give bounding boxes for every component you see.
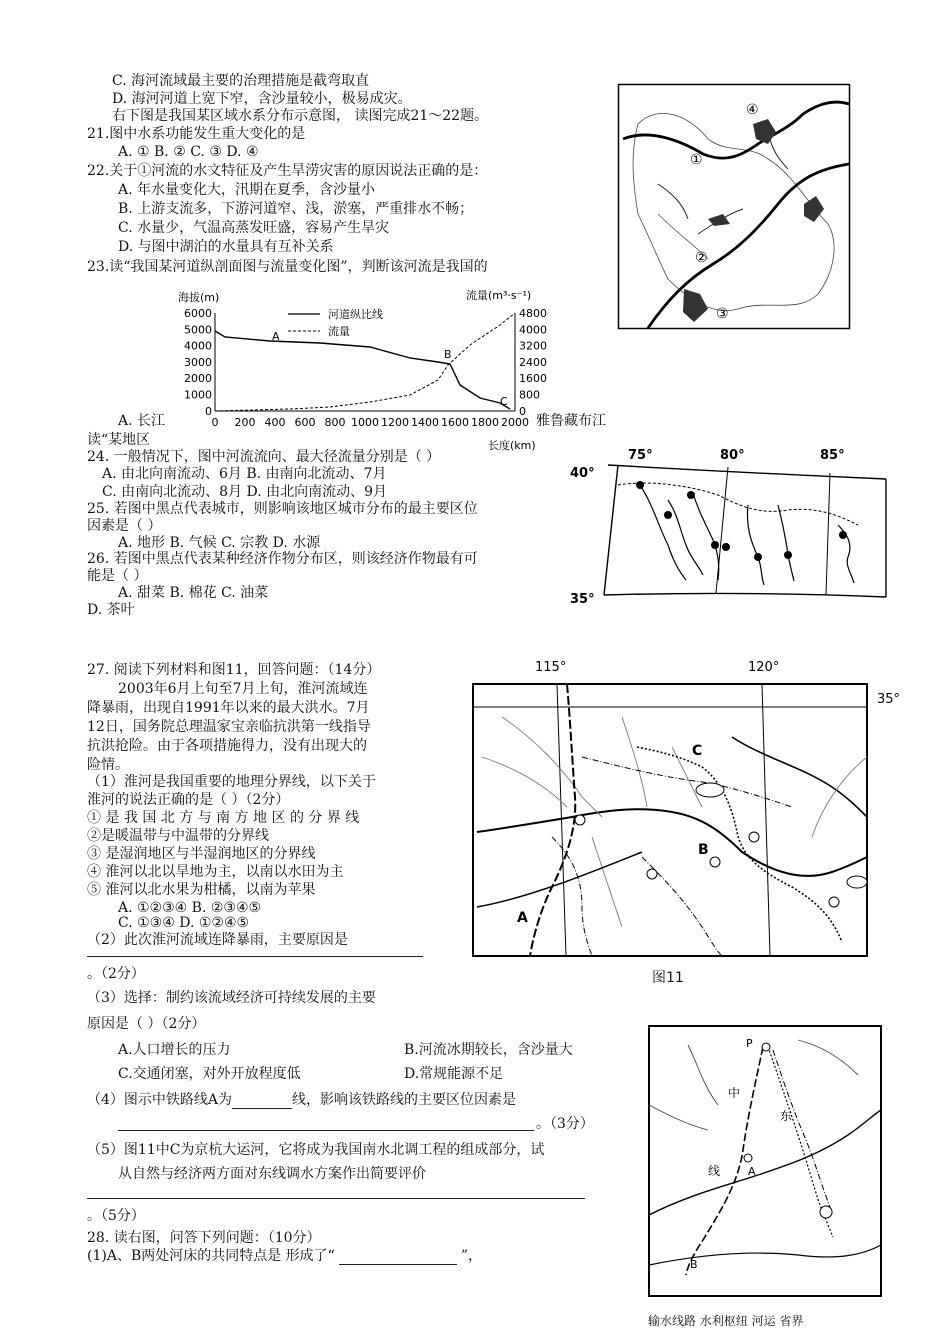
question-23: 23.读“我国某河道纵剖面图与流量变化图”，判断该河流是我国的 — [87, 259, 488, 275]
ytick-left: 3000 — [184, 355, 212, 369]
q27-sub5-end: 。（5分） — [87, 1208, 145, 1224]
fig11-caption: 图11 — [652, 970, 684, 986]
xtick: 0 — [211, 416, 219, 429]
fig11-lat-35: 35° — [877, 692, 901, 707]
read-intro: 读“某地区 — [87, 432, 151, 448]
question-24-cd: C. 由南向北流动、8月 D. 由北向南流动、9月 — [102, 484, 388, 500]
q27-sub1-b: 淮河的说法正确的是（ ）（2分） — [87, 792, 290, 808]
q27-sub4-b: 线，影响该铁路线的主要区位因素是 — [292, 1092, 517, 1108]
q27-sub4-end: 。（3分） — [536, 1116, 594, 1132]
q27-statement-5: ⑤ 淮河以北水果为柑橘，以南为苹果 — [87, 882, 316, 898]
fig11-lon-115: 115° — [535, 660, 567, 675]
answer-line-2[interactable] — [87, 956, 423, 957]
xtick: 1600 — [441, 416, 469, 429]
xtick: 800 — [324, 416, 346, 429]
xtick: 1000 — [351, 416, 379, 429]
xtick: 1800 — [471, 416, 499, 429]
river-label-2: ② — [695, 250, 708, 266]
q28-sub1-end: ”， — [460, 1248, 483, 1264]
legend-line: 河道纵比线 — [328, 308, 383, 321]
q27-sub4-a: （4）图示中铁路线A为 — [87, 1092, 233, 1108]
option-c: C. 海河流域最主要的治理措施是截弯取直 — [112, 73, 370, 89]
fig28-label-zhong: 中 — [728, 1086, 741, 1100]
ytick-right: 0 — [519, 404, 526, 418]
lon-75: 75° — [628, 448, 653, 463]
answer-blank-28[interactable] — [339, 1250, 457, 1265]
q27-sub1: （1）淮河是我国重要的地理分界线，以下关于 — [87, 774, 376, 790]
q28-sub1-text: (1)A、B两处河床的共同特点是 形成了“ — [87, 1248, 335, 1264]
ytick-left: 6000 — [184, 307, 212, 320]
ytick-right: 800 — [519, 388, 540, 402]
ytick-right: 2400 — [519, 355, 547, 369]
option-d: D. 海河河道上宽下窄，含沙量较小，极易成灾。 — [112, 91, 412, 107]
fig11-label-b: B — [698, 842, 709, 858]
point-c: C — [500, 395, 508, 408]
fig11-label-c: C — [692, 743, 703, 759]
figure-11-map — [472, 657, 902, 972]
q27-sub5-b: 从自然与经济两方面对东线调水方案作出简要评价 — [118, 1166, 426, 1182]
xtick: 200 — [234, 416, 256, 429]
river-label-1: ① — [690, 152, 703, 168]
river-label-4: ④ — [746, 102, 759, 118]
river-system-map — [618, 84, 850, 329]
question-22-d: D. 与图中湖泊的水量具有互补关系 — [118, 239, 334, 255]
fig28-legend: 输水线路 水利枢纽 河运 省界 — [648, 1314, 804, 1328]
ytick-left: 5000 — [184, 323, 212, 337]
q27-sub3-a: A.人口增长的压力 — [118, 1042, 231, 1058]
q27-statement-4: ④ 淮河以北以旱地为主，以南以水田为主 — [87, 864, 344, 880]
question-25: 25. 若图中黑点代表城市，则影响该地区城市分布的最主要区位 — [87, 501, 478, 517]
question-22-b: B. 上游支流多，下游河道窄、浅，淤塞，严重排水不畅； — [118, 201, 474, 217]
fig11-label-a: A — [517, 910, 528, 926]
question-24: 24. 一般情况下，图中河流流向、最大径流量分别是（ ） — [87, 449, 441, 465]
ytick-right: 1600 — [519, 372, 547, 386]
question-27: 27. 阅读下列材料和图11，回答问题：（14分） — [87, 662, 381, 678]
q27-choices-ab: A. ①②③④ B. ②③④⑤ — [118, 900, 262, 916]
profile-chart — [170, 285, 550, 455]
xtick: 2000 — [501, 416, 529, 429]
ytick-left: 0 — [205, 404, 212, 418]
question-22: 22.关于①河流的水文特征及产生旱涝灾害的原因说法正确的是： — [87, 163, 488, 179]
question-23-a: A. 长江 — [118, 413, 166, 429]
question-26-d: D. 茶叶 — [87, 602, 135, 618]
q27-para-3: 12日，国务院总理温家宝亲临抗洪第一线指导 — [87, 719, 371, 735]
ytick-left: 2000 — [184, 372, 212, 386]
point-a: A — [272, 330, 280, 343]
q27-sub3-b: 原因是（ ）（2分） — [87, 1016, 206, 1032]
q27-sub3-bopt: B.河流冰期较长，含沙量大 — [404, 1042, 573, 1058]
lon-85: 85° — [820, 448, 845, 463]
question-21: 21.图中水系功能发生重大变化的是 — [87, 126, 306, 142]
xlabel: 长度(km) — [488, 439, 536, 452]
xtick: 1200 — [381, 416, 409, 429]
fig11-lon-120: 120° — [748, 660, 780, 675]
q28-sub1 — [87, 1248, 482, 1265]
question-25-b: 因素是（ ） — [87, 518, 162, 534]
q27-sub2: （2）此次淮河流域连降暴雨，主要原因是 — [87, 932, 348, 948]
lat-40: 40° — [570, 466, 595, 481]
question-21-options: A. ① B. ② C. ③ D. ④ — [118, 144, 259, 160]
fig28-label-dong: 东 — [780, 1109, 793, 1123]
ytick-left: 4000 — [184, 339, 212, 353]
river-label-3: ③ — [716, 306, 729, 322]
point-b: B — [444, 348, 452, 361]
grid-map — [568, 445, 890, 615]
q27-choices-cd: C. ①③④ D. ①②④⑤ — [118, 915, 250, 931]
fig28-label-b: B — [690, 1258, 698, 1271]
q27-sub3: （3）选择：制约该流域经济可持续发展的主要 — [87, 990, 376, 1006]
legend-dash: 流量 — [328, 325, 350, 338]
ytick-right: 4000 — [519, 323, 547, 337]
answer-line-4[interactable] — [118, 1130, 534, 1131]
fig28-label-p: P — [746, 1037, 753, 1050]
question-26: 26. 若图中黑点代表某种经济作物分布区，则该经济作物最有可 — [87, 551, 478, 567]
fig28-label-xian: 线 — [708, 1164, 721, 1178]
xtick: 600 — [294, 416, 316, 429]
intro-21-22: 右下图是我国某区域水系分布示意图， 读图完成21～22题。 — [112, 108, 489, 124]
ylabel-left: 海拔(m) — [178, 291, 220, 304]
xtick: 1400 — [411, 416, 439, 429]
q27-statement-3: ③ 是湿润地区与半湿润地区的分界线 — [87, 846, 316, 862]
q27-sub3-c: C.交通闭塞，对外开放程度低 — [118, 1066, 301, 1082]
answer-line-5[interactable] — [87, 1198, 585, 1199]
q27-sub3-d: D.常规能源不足 — [404, 1066, 504, 1082]
lon-80: 80° — [720, 448, 745, 463]
q27-sub4 — [87, 1092, 516, 1109]
question-25-options: A. 地形 B. 气候 C. 宗教 D. 水源 — [118, 535, 321, 551]
question-22-a: A. 年水量变化大，汛期在夏季，含沙量小 — [118, 182, 376, 198]
question-23-d: 雅鲁藏布江 — [536, 413, 606, 429]
q27-statement-1: ① 是 我 国 北 方 与 南 方 地 区 的 分 界 线 — [87, 810, 360, 826]
question-24-ab: A. 由北向南流动、6月 B. 由南向北流动、7月 — [102, 466, 387, 482]
question-22-c: C. 水量少，气温高蒸发旺盛，容易产生旱灾 — [118, 220, 390, 236]
q27-statement-2: ②是暖温带与中温带的分界线 — [87, 828, 269, 844]
ytick-right: 4800 — [519, 307, 547, 320]
q27-sub5: （5）图11中C为京杭大运河，它将成为我国南水北调工程的组成部分，试 — [87, 1142, 545, 1158]
q27-para-4: 抗洪抢险。由于各项措施得力，没有出现大的 — [87, 738, 367, 754]
answer-blank-4a[interactable] — [232, 1094, 292, 1109]
question-26-b: 能是（ ） — [87, 568, 148, 584]
ylabel-right: 流量(m³·s⁻¹) — [466, 289, 532, 302]
lat-35: 35° — [570, 592, 595, 607]
fig28-label-a: A — [748, 1165, 756, 1178]
question-28: 28. 读右图，问答下列问题：（10分） — [87, 1230, 321, 1246]
question-26-options: A. 甜菜 B. 棉花 C. 油菜 — [118, 585, 269, 601]
ytick-left: 1000 — [184, 388, 212, 402]
xtick: 400 — [264, 416, 286, 429]
figure-28-map — [648, 1025, 883, 1315]
q27-para-1: 2003年6月上旬至7月上旬，淮河流域连 — [118, 681, 368, 697]
ytick-right: 3200 — [519, 339, 547, 353]
q27-para-2: 降暴雨，出现自1991年以来的最大洪水。7月 — [87, 700, 370, 716]
q27-sub2-end: 。（2分） — [87, 966, 145, 982]
q27-para-5: 险情。 — [87, 757, 129, 773]
